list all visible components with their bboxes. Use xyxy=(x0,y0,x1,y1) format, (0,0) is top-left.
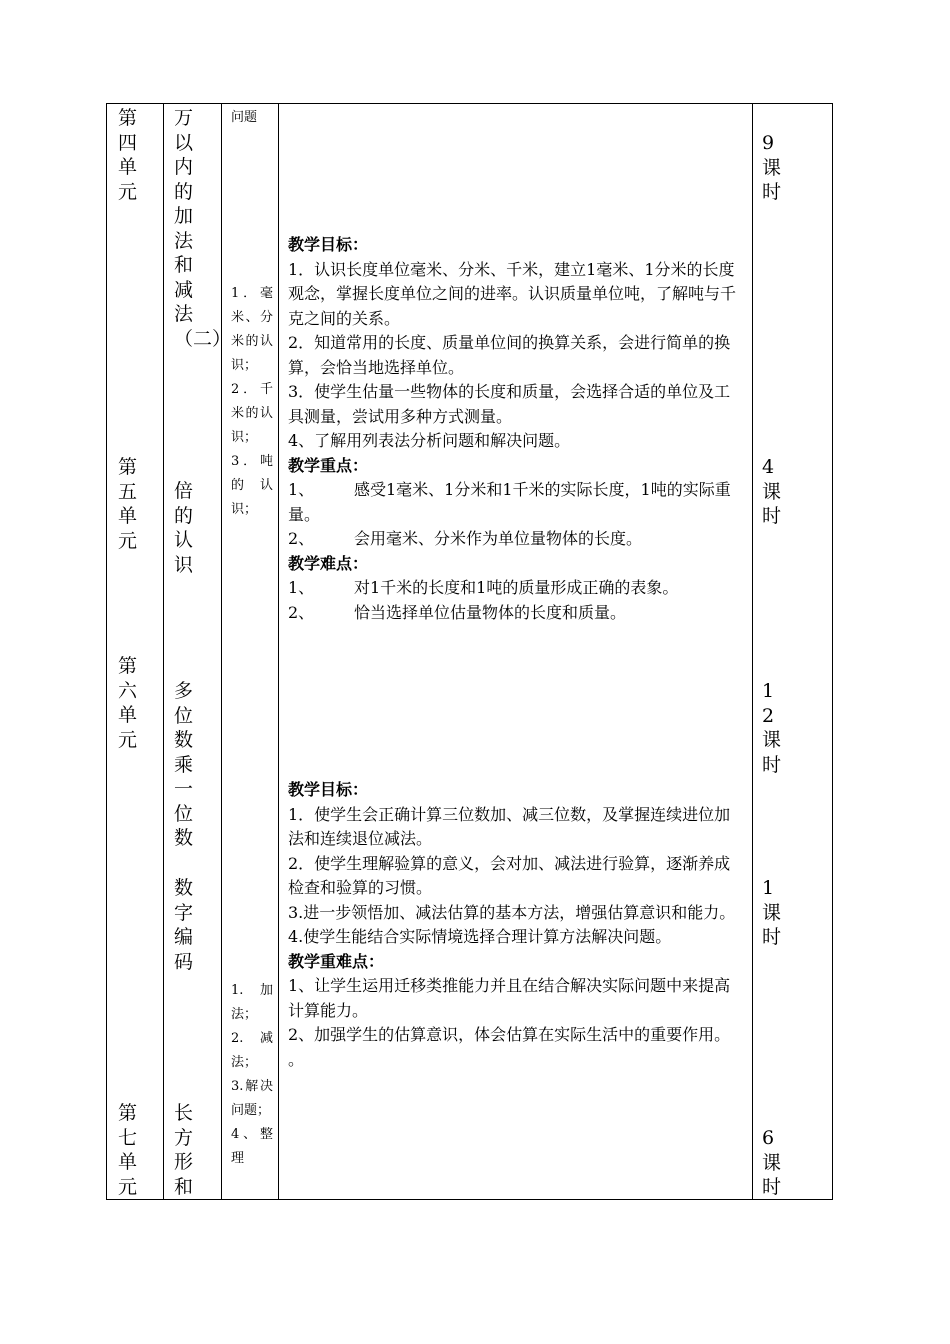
key-heading: 教学重难点： xyxy=(288,951,385,971)
column-divider xyxy=(163,104,164,1199)
hours-unit-4: 9课时 xyxy=(762,132,782,203)
difficult-heading: 教学难点： xyxy=(288,553,369,573)
goal-item: 4、了解用列表法分析问题和解决问题。 xyxy=(288,431,571,450)
difficult-item-number: 2、 xyxy=(288,602,315,622)
key-item-text: 感受1毫米、1分米和1千米的实际长度，1吨的实际重量。 xyxy=(288,480,731,524)
key-item: 。 xyxy=(288,1049,305,1069)
goal-item: 1．使学生会正确计算三位数加、减三位数，及掌握连续进位加法和连续退位减法。 xyxy=(288,804,731,848)
list-item: 1．毫米、分米的认识； xyxy=(231,286,273,373)
topic-list-a xyxy=(231,282,273,522)
key-item: 2、加强学生的估算意识，体会估算在实际生活中的重要作用。 xyxy=(288,1025,731,1044)
difficult-item-text: 恰当选择单位估量物体的长度和质量。 xyxy=(354,602,627,622)
topic-list-b xyxy=(231,979,273,1171)
goals-heading: 教学目标： xyxy=(288,235,369,254)
goal-item: 3.进一步领悟加、减法估算的基本方法，增强估算意识和能力。 xyxy=(288,902,736,922)
unit-title-7: 长方形和 xyxy=(174,1102,194,1198)
list-item: 1.加法； xyxy=(231,983,273,1022)
difficult-item xyxy=(288,576,746,601)
topic-top: 问题 xyxy=(231,110,258,125)
list-item: 2.减法； xyxy=(231,1031,273,1070)
list-item: 2．千米的认识； xyxy=(231,382,273,445)
goal-item: 3．使学生估量一些物体的长度和质量，会选择合适的单位及工具测量，尝试用多种方式测量。 xyxy=(288,382,731,426)
hours-unit-7: 6课时 xyxy=(762,1127,782,1198)
unit-label-4: 第四单元 xyxy=(118,107,138,203)
list-item: 3．吨的认识； xyxy=(231,454,273,517)
goal-item: 2．使学生理解验算的意义，会对加、减法进行验算，逐渐养成检查和验算的习惯。 xyxy=(288,853,731,897)
list-item: 3.解决问题； xyxy=(231,1079,273,1118)
section-2 xyxy=(288,778,746,1072)
unit-label-5: 第五单元 xyxy=(118,456,138,552)
goal-item: 2．知道常用的长度、质量单位间的换算关系，会进行简单的换算，会恰当地选择单位。 xyxy=(288,333,731,377)
goal-item: 4.使学生能结合实际情境选择合理计算方法解决问题。 xyxy=(288,927,672,946)
key-item xyxy=(288,527,746,552)
unit-title-6: 多位数乘一位数 xyxy=(174,680,194,849)
goal-item: 1．认识长度单位毫米、分米、千米，建立1毫米、1分米的长度观念，掌握长度单位之间的进率。认识质量单位吨，了解吨与千克之间的关系。 xyxy=(288,259,737,328)
unit-label-7: 第七单元 xyxy=(118,1102,138,1198)
key-heading: 教学重点： xyxy=(288,455,369,475)
unit-label-6: 第六单元 xyxy=(118,655,138,751)
key-item-text: 会用毫米、分米作为单位量物体的长度。 xyxy=(354,529,643,548)
difficult-item xyxy=(288,601,746,626)
goals-heading: 教学目标： xyxy=(288,780,369,799)
difficult-item-text: 对1千米的长度和1吨的质量形成正确的表象。 xyxy=(354,578,679,597)
key-item xyxy=(288,478,746,527)
key-item: 1、让学生运用迁移类推能力并且在结合解决实际问题中来提高计算能力。 xyxy=(288,976,731,1020)
section-1 xyxy=(288,233,746,625)
list-item: 4、整理 xyxy=(231,1127,273,1166)
hours-coding: 1课时 xyxy=(762,877,782,948)
hours-unit-6: 12课时 xyxy=(762,680,782,776)
key-item-number: 2、 xyxy=(288,529,315,548)
unit-title-4-text: 万以内的加法和减法（二） xyxy=(174,107,232,350)
hours-unit-5: 4课时 xyxy=(762,456,782,527)
difficult-item-number: 1、 xyxy=(288,578,315,597)
unit-title-coding: 数字编码 xyxy=(174,877,194,973)
unit-title-4 xyxy=(174,106,232,351)
key-item-number: 1、 xyxy=(288,480,315,499)
lesson-plan-table xyxy=(106,103,833,1200)
unit-title-5: 倍的认识 xyxy=(174,480,194,576)
column-divider xyxy=(278,104,279,1199)
column-divider xyxy=(752,104,753,1199)
